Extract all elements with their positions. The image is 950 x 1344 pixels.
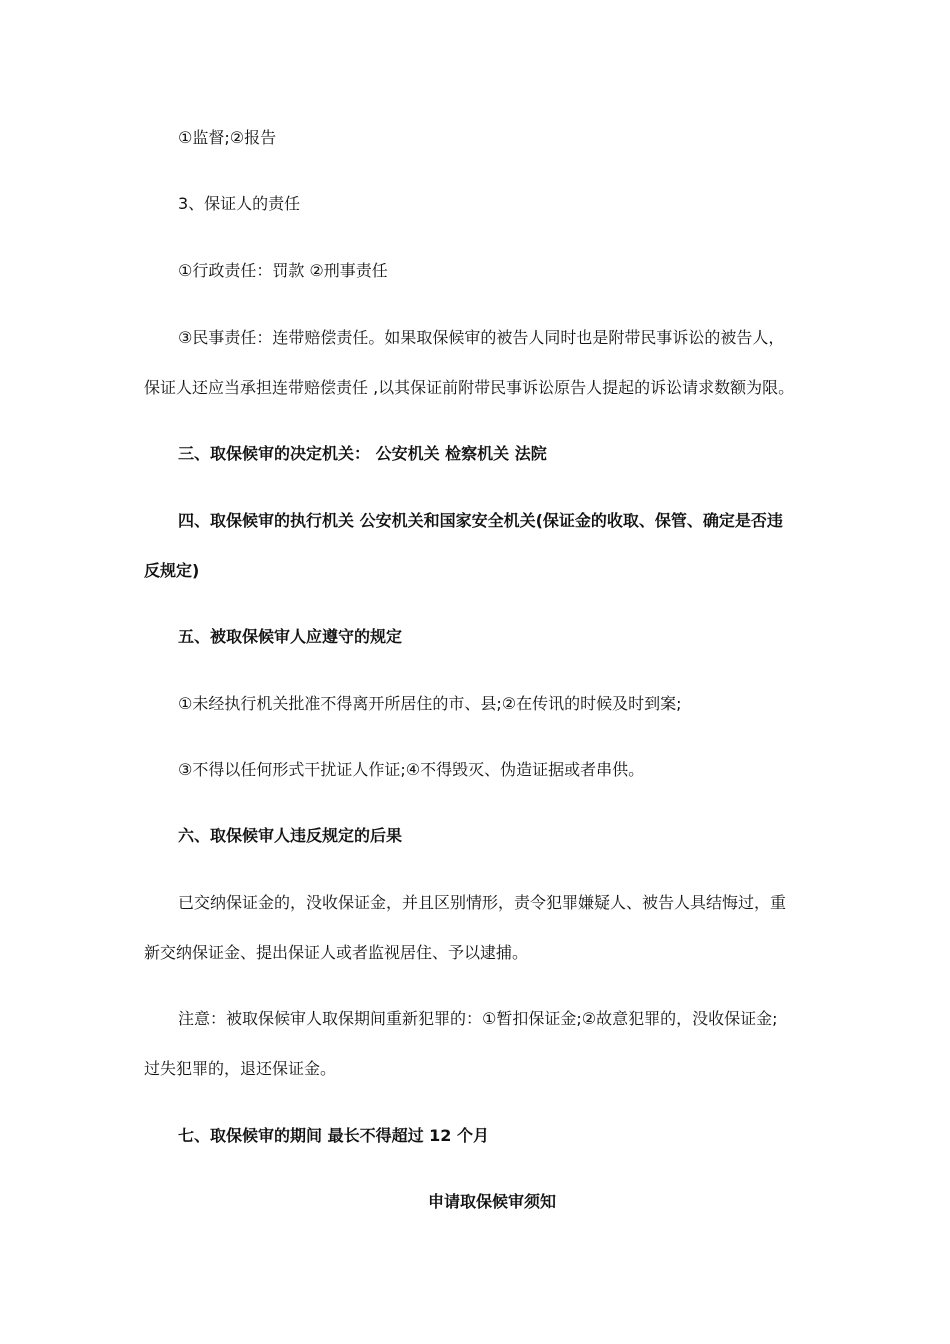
section-heading: 六、取保候审人违反规定的后果 xyxy=(178,826,403,845)
section-heading: 三、取保候审的决定机关： 公安机关 检察机关 法院 xyxy=(178,444,547,463)
paragraph-line: 过失犯罪的，退还保证金。 xyxy=(144,1059,337,1078)
paragraph-line: 已交纳保证金的，没收保证金，并且区别情形，责令犯罪嫌疑人、被告人具结悔过，重 xyxy=(178,893,787,912)
section-heading: 四、取保候审的执行机关 公安机关和国家安全机关(保证金的收取、保管、确定是否违 xyxy=(178,511,783,530)
paragraph-line: ①未经执行机关批准不得离开所居住的市、县;②在传讯的时候及时到案; xyxy=(178,694,682,713)
paragraph-line: ③民事责任：连带赔偿责任。如果取保候审的被告人同时也是附带民事诉讼的被告人， xyxy=(178,328,785,347)
section-heading: 五、被取保候审人应遵守的规定 xyxy=(178,627,403,646)
section-heading: 七、取保候审的期间 最长不得超过 12 个月 xyxy=(178,1126,489,1145)
paragraph-line: ①行政责任：罚款 ②刑事责任 xyxy=(178,261,388,280)
paragraph-line: 新交纳保证金、提出保证人或者监视居住、予以逮捕。 xyxy=(144,943,529,962)
document-title: 申请取保候审须知 xyxy=(427,1192,556,1211)
paragraph-line: 保证人还应当承担连带赔偿责任 ,以其保证前附带民事诉讼原告人提起的诉讼请求数额为限。 xyxy=(144,378,795,397)
paragraph-line: ①监督;②报告 xyxy=(178,128,277,147)
section-heading: 反规定) xyxy=(144,561,200,580)
subheading: 3、保证人的责任 xyxy=(178,194,301,213)
paragraph-line: 注意：被取保候审人取保期间重新犯罪的：①暂扣保证金;②故意犯罪的，没收保证金; xyxy=(178,1009,778,1028)
paragraph-line: ③不得以任何形式干扰证人作证;④不得毁灭、伪造证据或者串供。 xyxy=(178,760,645,779)
